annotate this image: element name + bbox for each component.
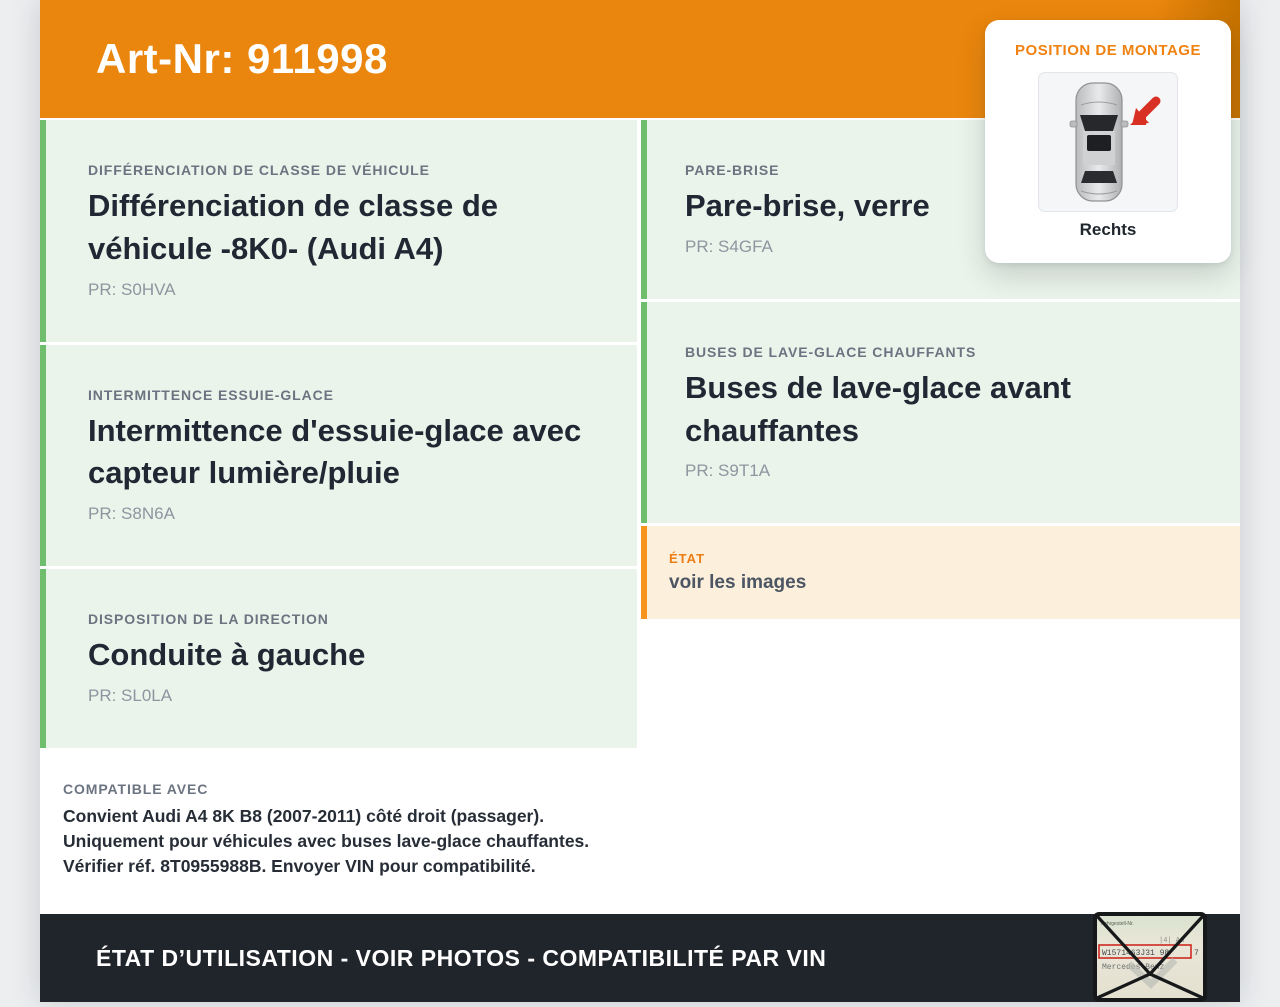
compatibility-text: Convient Audi A4 8K B8 (2007-2011) côté droit (passager). Uniquement pour véhicules avec buses lave-glace chauffantes. Vérifier réf. 8T0955988B. Envoyer VIN pour compatibilité.	[63, 805, 590, 876]
spec-card-steering	[40, 569, 637, 748]
spec-card-title: Intermittence d'essuie-glace avec capteur lumière/pluie	[88, 412, 582, 491]
spec-card-label: PARE-BRISE	[685, 162, 780, 178]
spec-card-pr-code: PR: S8N6A	[88, 504, 175, 524]
compatibility-section	[40, 759, 637, 903]
mounting-position-label: POSITION DE MONTAGE	[1015, 42, 1201, 59]
footer-banner	[40, 914, 1240, 1002]
spec-card-wiper-intermittence	[40, 345, 637, 567]
compatibility-label: COMPATIBLE AVEC	[63, 780, 209, 797]
mounting-position-card	[985, 20, 1231, 263]
envelope-icon	[1093, 912, 1207, 1002]
doc-vin-tail: 7	[1194, 949, 1199, 958]
listing-page	[40, 0, 1240, 1002]
car-body	[1070, 83, 1128, 201]
spec-card-title: Conduite à gauche	[88, 637, 366, 673]
condition-label: ÉTAT	[669, 551, 706, 567]
spec-card-pr-code: PR: SL0LA	[88, 685, 173, 705]
spec-card-vehicle-class	[40, 120, 637, 342]
doc-small-label: Fahrgestell-Nr.	[1101, 921, 1134, 927]
spec-card-title: Différenciation de classe de véhicule -8K0- (Audi A4)	[88, 188, 499, 266]
spec-card-label: BUSES DE LAVE-GLACE CHAUFFANTS	[685, 343, 977, 360]
spec-card-label: DISPOSITION DE LA DIRECTION	[88, 611, 329, 628]
spec-card-pr-code: PR: S4GFA	[685, 236, 773, 256]
spec-card-label: INTERMITTENCE ESSUIE-GLACE	[88, 386, 334, 403]
footer-text: ÉTAT D’UTILISATION - VOIR PHOTOS - COMPATIBILITÉ PAR VIN	[96, 944, 827, 971]
doc-vin-text: W1571463J31 98	[1102, 949, 1170, 958]
spec-card-pr-code: PR: S0HVA	[88, 279, 176, 299]
condition-value: voir les images	[669, 572, 807, 594]
spec-card-washer-nozzles	[641, 302, 1240, 524]
mounting-position-value: Rechts	[1079, 220, 1137, 239]
spec-card-label: DIFFÉRENCIATION DE CLASSE DE VÉHICULE	[88, 162, 430, 178]
doc-brand-text: Mercedes-Benz	[1102, 963, 1165, 972]
article-number-title: Art-Nr: 911998	[96, 35, 388, 82]
spec-card-title: Pare-brise, verre	[685, 188, 930, 223]
condition-card	[641, 526, 1240, 619]
right-side-arrow-icon	[1130, 101, 1156, 125]
doc-reg-line: |4| Au	[1159, 937, 1185, 945]
car-top-view-image	[1038, 72, 1178, 212]
vin-document-image	[1093, 912, 1207, 1002]
spec-card-title: Buses de lave-glace avant chauffantes	[685, 369, 1071, 448]
car-top-view-icon	[1054, 79, 1162, 205]
left-column	[40, 120, 637, 902]
spec-card-pr-code: PR: S9T1A	[685, 461, 771, 481]
